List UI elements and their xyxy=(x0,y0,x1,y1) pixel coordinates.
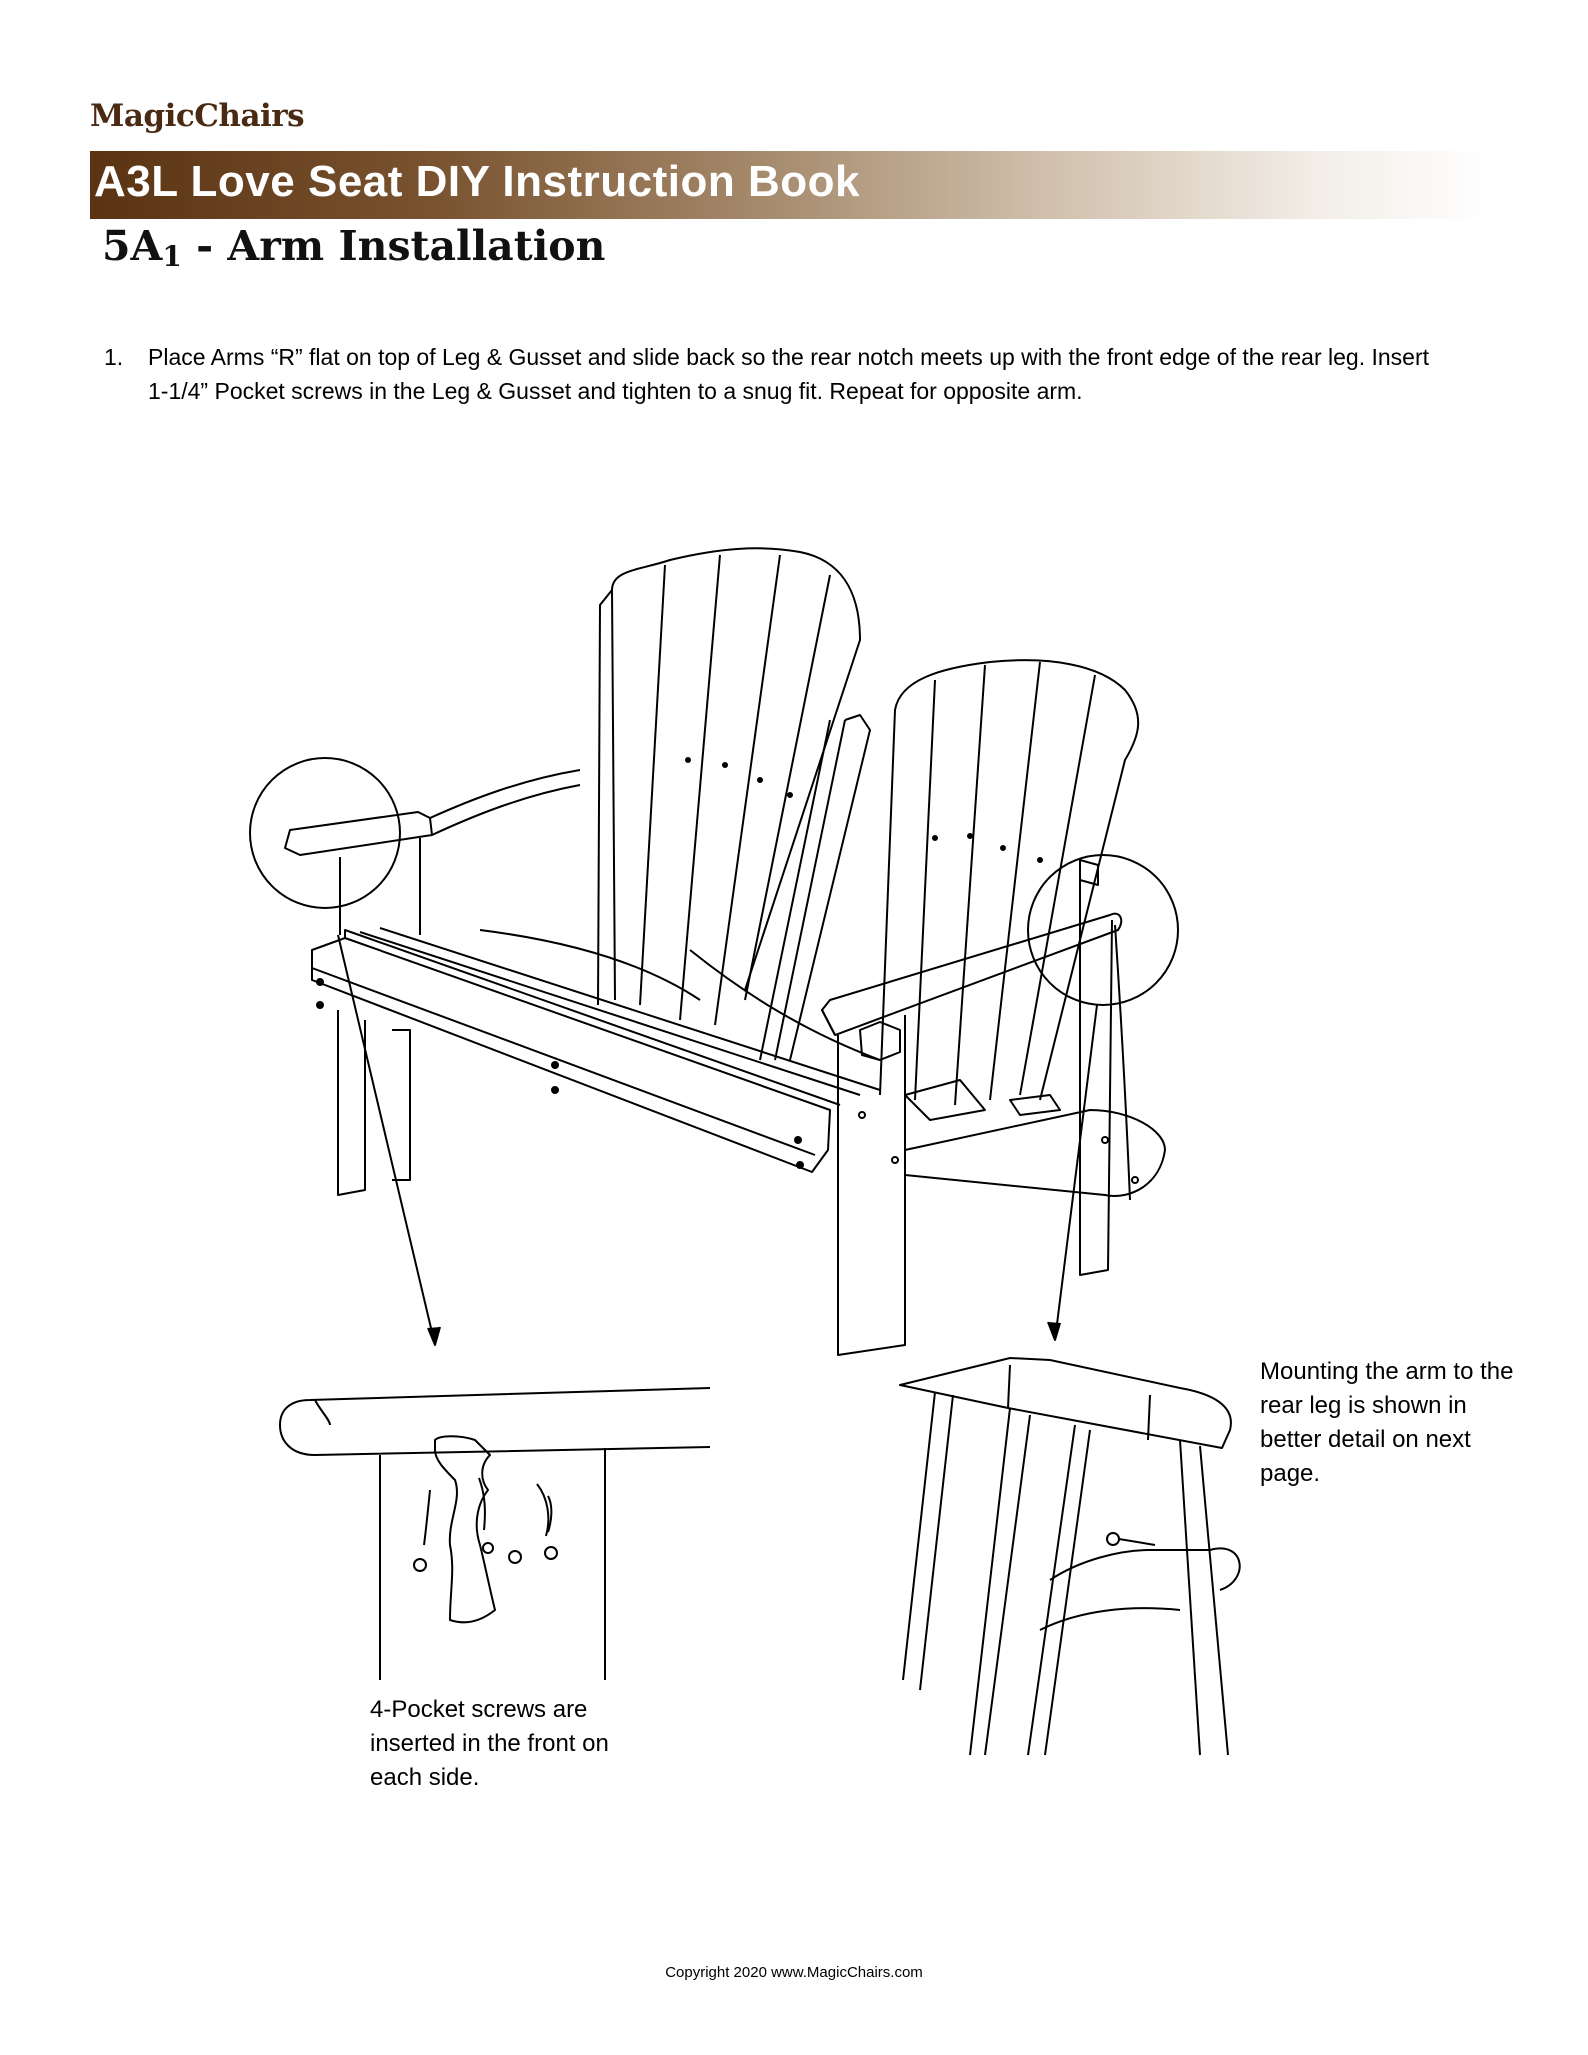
brand-logo-text: MagicChairs xyxy=(90,98,305,134)
section-code-subscript: 1 xyxy=(162,240,182,273)
right-backrest xyxy=(880,660,1138,1105)
section-code: 5A xyxy=(102,222,163,270)
right-front-leg xyxy=(838,1015,905,1355)
left-front-leg xyxy=(338,1010,410,1195)
rear-leg-caption: Mounting the arm to the rear leg is shown in better detail on next page. xyxy=(1260,1358,1514,1487)
banner-title: A3L Love Seat DIY Instruction Book xyxy=(94,157,860,206)
pocket-screw-detail xyxy=(280,1388,710,1680)
pocket-screws-caption: 4-Pocket screws are inserted in the front on each side. xyxy=(370,1696,609,1791)
right-arm xyxy=(822,860,1130,1275)
step-text: Place Arms “R” flat on top of Leg & Gusset and slide back so the rear notch meets up with the front edge of the rear leg. Insert 1-1/4” Pocket screws in the Leg & Gusset and tighten to a snug fit. Repeat for opposite arm. xyxy=(148,344,1430,404)
footer-copyright: Copyright 2020 www.MagicChairs.com xyxy=(665,1964,923,1981)
left-arm xyxy=(285,770,580,935)
left-detail-circle xyxy=(250,758,400,908)
step-number: 1. xyxy=(104,344,124,370)
right-detail-circle xyxy=(1028,855,1178,1005)
rear-leg-detail xyxy=(900,1358,1240,1755)
center-backrest-support xyxy=(760,715,870,1060)
right-leader-line xyxy=(1055,1005,1097,1340)
left-backrest xyxy=(598,548,860,1025)
section-title: - Arm Installation xyxy=(181,222,606,270)
